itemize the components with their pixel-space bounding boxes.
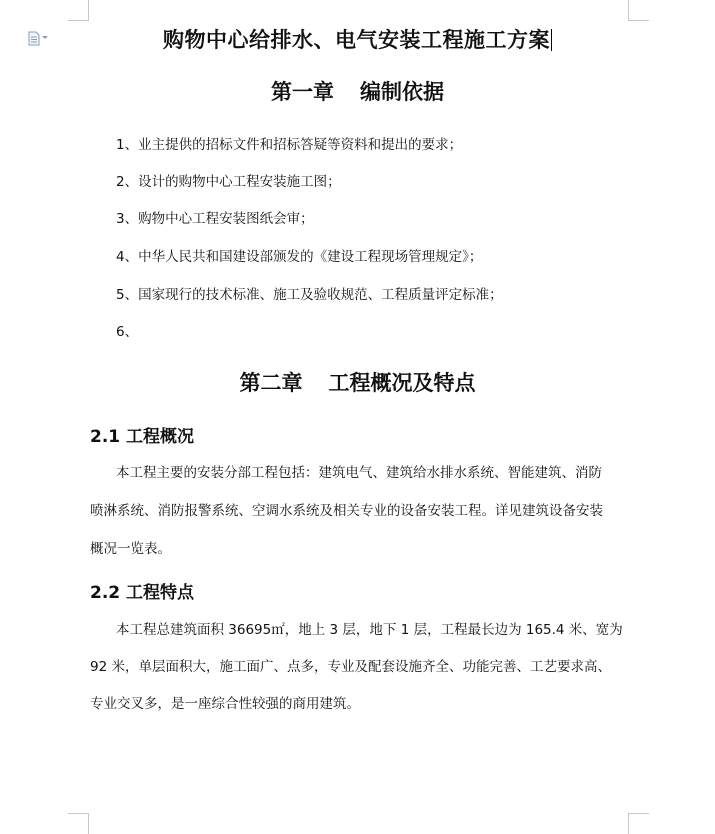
- paragraph-line: 专业交叉多，是一座综合性较强的商用建筑。: [90, 696, 360, 712]
- paragraph-line: 92 米，单层面积大，施工面广、点多，专业及配套设施齐全、功能完善、工艺要求高、: [90, 659, 611, 675]
- chapter-heading: 第二章 工程概况及特点: [239, 371, 476, 395]
- paragraph-line: 喷淋系统、消防报警系统、空调水系统及相关专业的设备安装工程。详见建筑设备安装: [90, 503, 603, 519]
- paragraph-line: 本工程主要的安装分部工程包括：建筑电气、建筑给水排水系统、智能建筑、消防: [116, 465, 602, 481]
- list-item: 2、设计的购物中心工程安装施工图；: [116, 174, 341, 190]
- list-item: 1、业主提供的招标文件和招标答疑等资料和提出的要求；: [116, 137, 463, 153]
- page-corner-mark: [68, 0, 89, 21]
- paragraph-line: 概况一览表。: [90, 541, 171, 557]
- chapter-heading: 第一章 编制依据: [271, 80, 444, 104]
- list-item: 5、国家现行的技术标准、施工及验收规范、工程质量评定标准；: [116, 287, 503, 303]
- text-cursor: [551, 29, 552, 51]
- list-item: 4、中华人民共和国建设部颁发的《建设工程现场管理规定》；: [116, 249, 483, 265]
- list-item: 3、购物中心工程安装图纸会审；: [116, 211, 314, 227]
- paragraph-line: 本工程总建筑面积 36695㎡，地上 3 层，地下 1 层，工程最长边为 165.4 米、宽为: [116, 622, 623, 638]
- list-item: 6、: [116, 324, 139, 340]
- document-title: 购物中心给排水、电气安装工程施工方案: [163, 28, 550, 52]
- page-corner-mark: [68, 813, 89, 834]
- section-heading: 2.1 工程概况: [90, 427, 195, 447]
- page-corner-mark: [628, 813, 649, 834]
- page-corner-mark: [628, 0, 649, 21]
- section-heading: 2.2 工程特点: [90, 583, 195, 603]
